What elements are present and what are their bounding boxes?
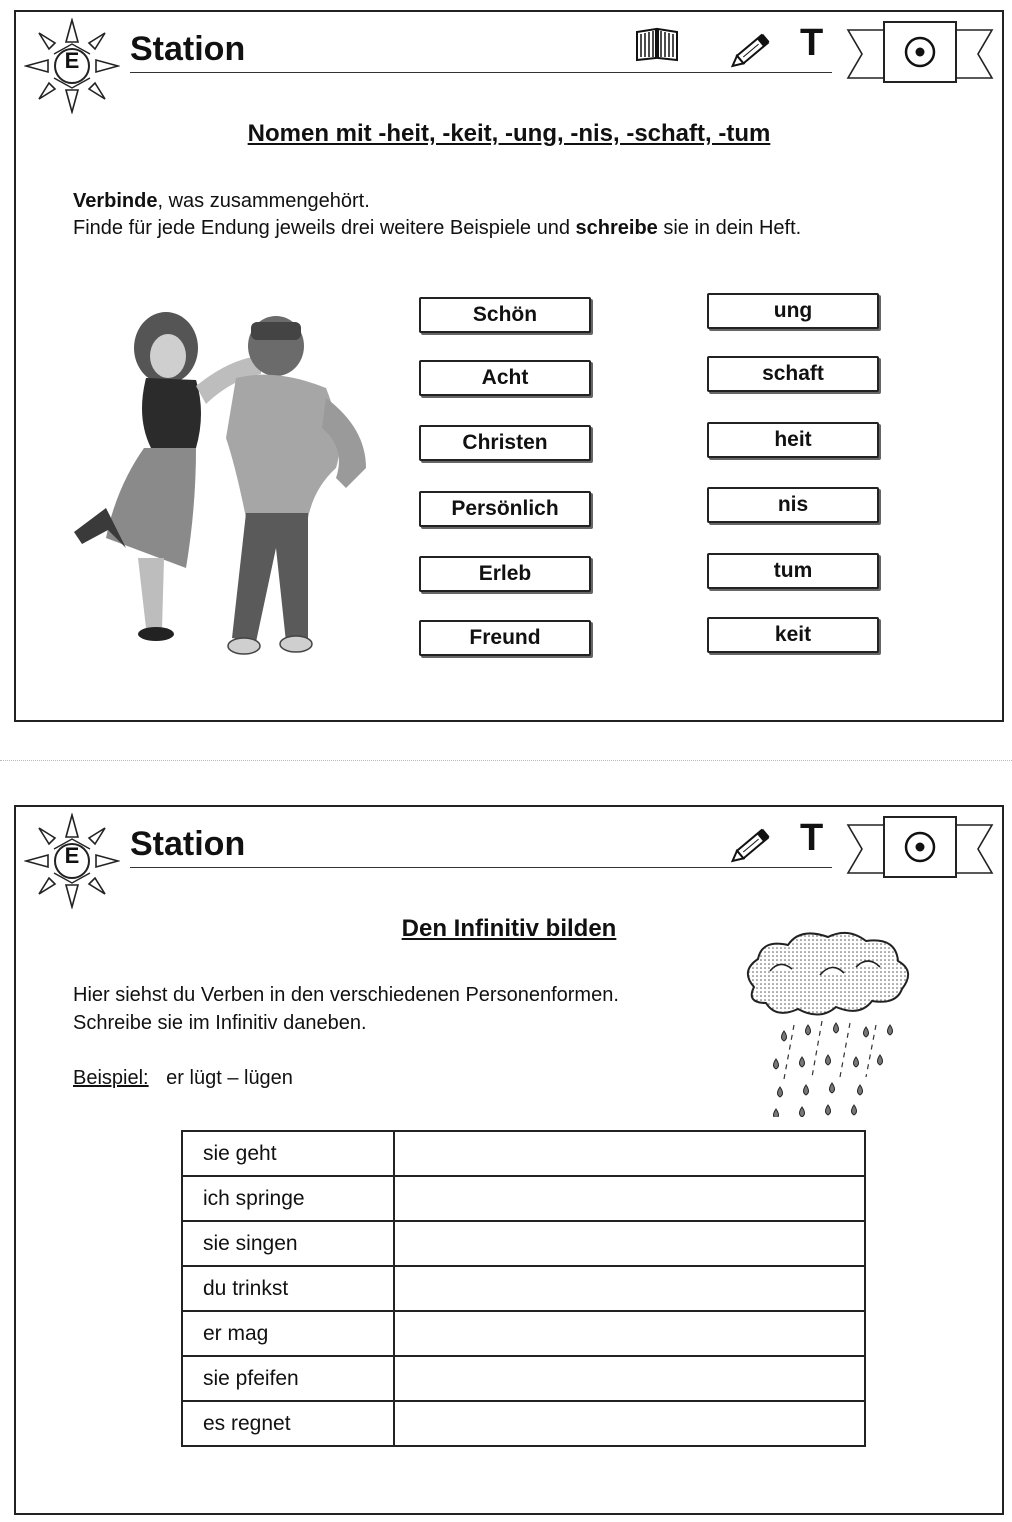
text-t-icon: T [800,22,824,64]
header-rule [130,867,832,868]
infinitive-table [181,1130,866,1447]
example-text: er lügt – lügen [166,1067,293,1089]
answer-cell[interactable] [394,1356,865,1401]
stem-box[interactable]: Christen [419,425,591,461]
table-row [182,1131,865,1176]
verb-cell: er mag [182,1311,394,1356]
cut-line [0,760,1012,761]
instruction-verb: schreibe [575,217,658,239]
example-label: Beispiel: [73,1067,149,1089]
verb-cell: sie pfeifen [182,1356,394,1401]
station-card-1 [14,10,1004,722]
rain-cloud-icon [736,927,916,1117]
stem-box[interactable]: Schön [419,297,591,333]
example-line [73,1065,293,1092]
ending-box[interactable]: schaft [707,356,879,392]
table-row [182,1221,865,1266]
verb-cell: sie singen [182,1221,394,1266]
answer-cell[interactable] [394,1221,865,1266]
stem-box[interactable]: Persönlich [419,491,591,527]
instruction-1: Hier siehst du Verben in den verschiedenen Personenformen. [73,984,619,1006]
answer-cell[interactable] [394,1311,865,1356]
ending-box[interactable]: keit [707,617,879,653]
ending-box[interactable]: ung [707,293,879,329]
instruction-text: sie in dein Heft. [657,217,802,239]
station-label: Station [130,825,246,863]
ending-box[interactable]: heit [707,422,879,458]
table-row [182,1311,865,1356]
pencil-icon [730,28,778,68]
page-title: Nomen mit -heit, -keit, -ung, -nis, -schaft, -tum [247,120,771,147]
table-row [182,1176,865,1221]
instruction-verb: Verbinde [73,190,158,212]
instruction-2 [73,215,801,242]
table-row [182,1266,865,1311]
verb-cell: sie geht [182,1131,394,1176]
page-title: Den Infinitiv bilden [401,915,617,942]
ending-box[interactable]: tum [707,553,879,589]
badge-letter: E [64,843,80,868]
answer-cell[interactable] [394,1401,865,1446]
station-label: Station [130,30,246,68]
verb-cell: es regnet [182,1401,394,1446]
badge-letter: E [64,48,80,73]
couple-photo [46,308,381,668]
header-rule [130,72,832,73]
instruction-text: , was zusammengehört. [157,190,370,212]
instruction-text: Finde für jede Endung jeweils drei weitere Beispiele und [73,217,576,239]
verb-cell: du trinkst [182,1266,394,1311]
table-row [182,1356,865,1401]
listen-banner-icon [846,813,994,883]
text-t-icon: T [800,817,824,859]
instruction-1 [73,188,370,215]
answer-cell[interactable] [394,1176,865,1221]
verb-cell: ich springe [182,1176,394,1221]
ending-box[interactable]: nis [707,487,879,523]
stem-box[interactable]: Freund [419,620,591,656]
stem-box[interactable]: Acht [419,360,591,396]
book-icon [634,26,680,62]
instruction-2: Schreibe sie im Infinitiv daneben. [73,1012,367,1034]
table-row [182,1401,865,1446]
stem-box[interactable]: Erleb [419,556,591,592]
answer-cell[interactable] [394,1266,865,1311]
station-card-2 [14,805,1004,1515]
answer-cell[interactable] [394,1131,865,1176]
listen-banner-icon [846,18,994,88]
pencil-icon [730,823,778,863]
